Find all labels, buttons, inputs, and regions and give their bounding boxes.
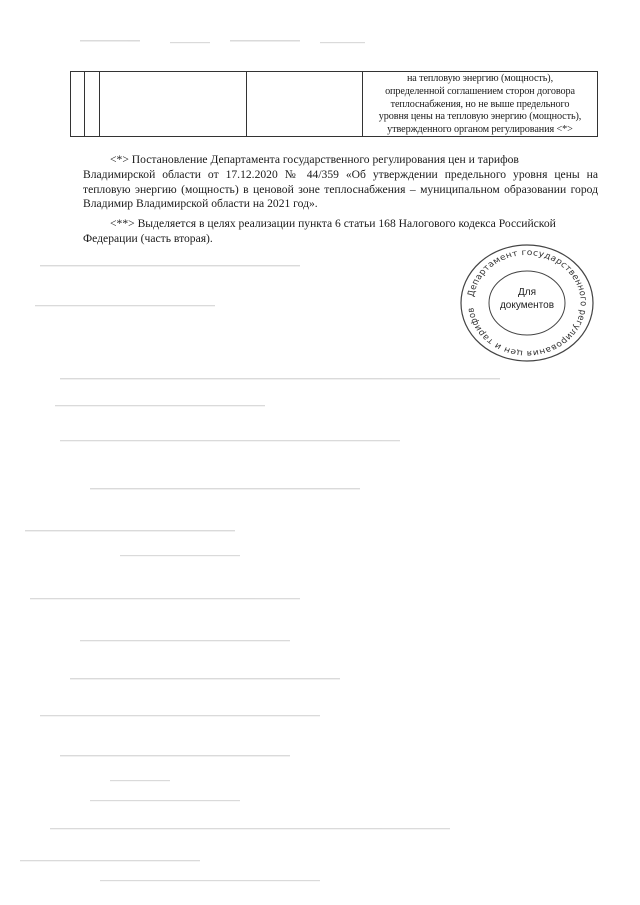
footnote-body: Федерации (часть вторая). (83, 231, 213, 245)
footnote-first-line: <*> Постановление Департамента государственного регулирования цен и тарифов (110, 153, 519, 166)
footnote-resolution (83, 153, 598, 212)
table-cell-price-description (363, 73, 597, 137)
footnote-body: Владимирской области от 17.12.2020 № 44/359 «Об утверждении предельного уровня цены на тепловую энергию (мощность) в ценовой зоне теплоснабжения – муниципальном образовании город Владимир Владимирской области на 2021 год». (83, 167, 598, 211)
tariff-table-fragment (70, 71, 598, 137)
table-cell-line: теплоснабжения, но не выше предельного (390, 98, 570, 110)
footnote-first-line: <**> Выделяется в целях реализации пункта 6 статьи 168 Налогового кодекса Российской (110, 217, 556, 230)
table-cell-line: утвержденного органом регулирования <*> (387, 124, 573, 136)
stamp-ring-text: Департамент государственного регулирования цен и тарифов (466, 248, 589, 358)
table-cell-line: на тепловую энергию (мощность), (406, 73, 554, 84)
stamp-center-text: Для (517, 287, 537, 298)
table-column-divider (84, 72, 85, 136)
table-cell-line: уровня цены на тепловую энергию (мощность), (378, 111, 582, 123)
table-column-divider (246, 72, 247, 136)
official-stamp (457, 243, 597, 363)
stamp-center-text: документов (499, 300, 555, 311)
table-cell-line: определенной соглашением сторон договора (385, 85, 575, 97)
table-column-divider (99, 72, 100, 136)
